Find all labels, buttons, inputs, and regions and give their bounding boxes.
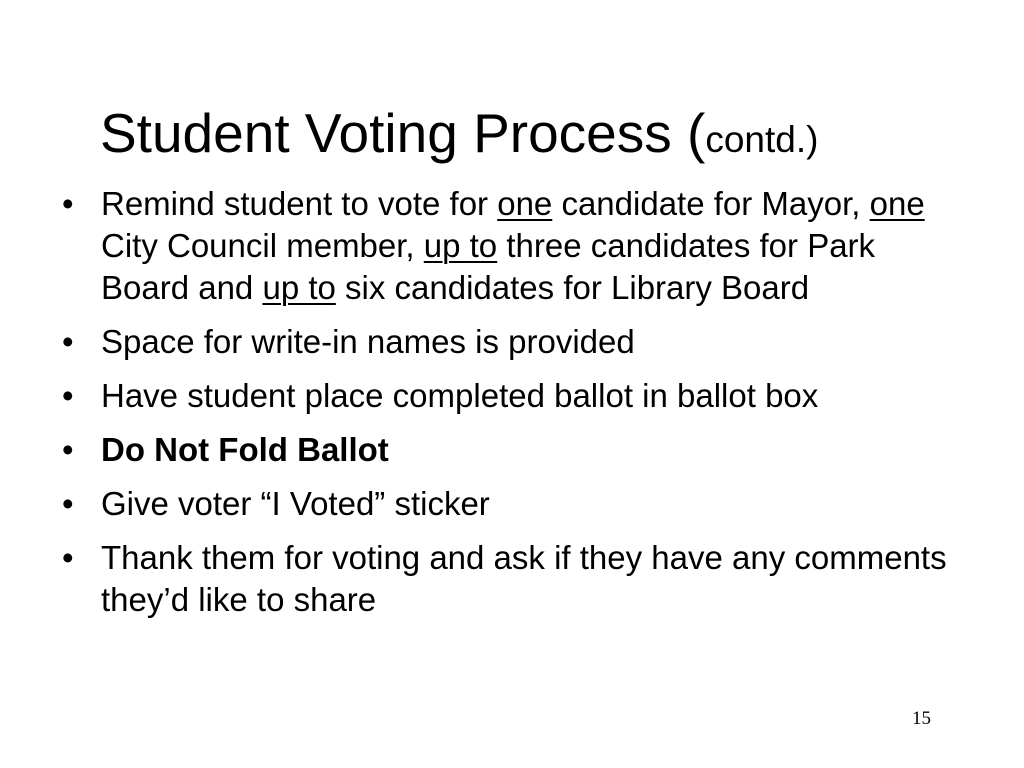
slide-title xyxy=(100,100,818,173)
bullet-text xyxy=(101,185,925,306)
title-main-text: Student Voting Process ( xyxy=(100,102,706,164)
bullet-item-voting-reminder xyxy=(62,183,962,309)
bullet-dot: • xyxy=(62,185,74,222)
underlined-text: up to xyxy=(262,269,336,306)
bullet-item-write-in xyxy=(62,321,962,363)
bullet-dot: • xyxy=(62,377,74,414)
bullet-text: Give voter “I Voted” sticker xyxy=(101,485,490,522)
text-segment: City Council member, xyxy=(101,227,424,264)
bullet-text: Space for write-in names is provided xyxy=(101,323,635,360)
bullet-text: Thank them for voting and ask if they have any comments they’d like to share xyxy=(101,539,947,618)
underlined-text: one xyxy=(497,185,553,222)
text-segment: six candidates for Library Board xyxy=(335,269,810,306)
text-segment: Remind student to vote for xyxy=(101,185,498,222)
title-contd-text: contd.) xyxy=(705,119,819,160)
bullet-text: Do Not Fold Ballot xyxy=(101,431,389,468)
bullet-list xyxy=(62,183,962,633)
underlined-text: up to xyxy=(423,227,498,264)
page-number: 15 xyxy=(912,708,931,729)
bullet-dot: • xyxy=(62,431,74,468)
bullet-item-thank-voter xyxy=(62,537,962,621)
bullet-dot: • xyxy=(62,323,74,360)
bullet-item-sticker xyxy=(62,483,962,525)
bullet-dot: • xyxy=(62,485,74,522)
text-segment: candidate for Mayor, xyxy=(552,185,870,222)
bullet-dot: • xyxy=(62,539,74,576)
underlined-text: one xyxy=(869,185,925,222)
bullet-text: Have student place completed ballot in ballot box xyxy=(101,377,819,414)
text-segment: three candidates for Park Board and xyxy=(101,227,876,306)
bullet-item-ballot-box xyxy=(62,375,962,417)
bullet-item-do-not-fold xyxy=(62,429,962,471)
